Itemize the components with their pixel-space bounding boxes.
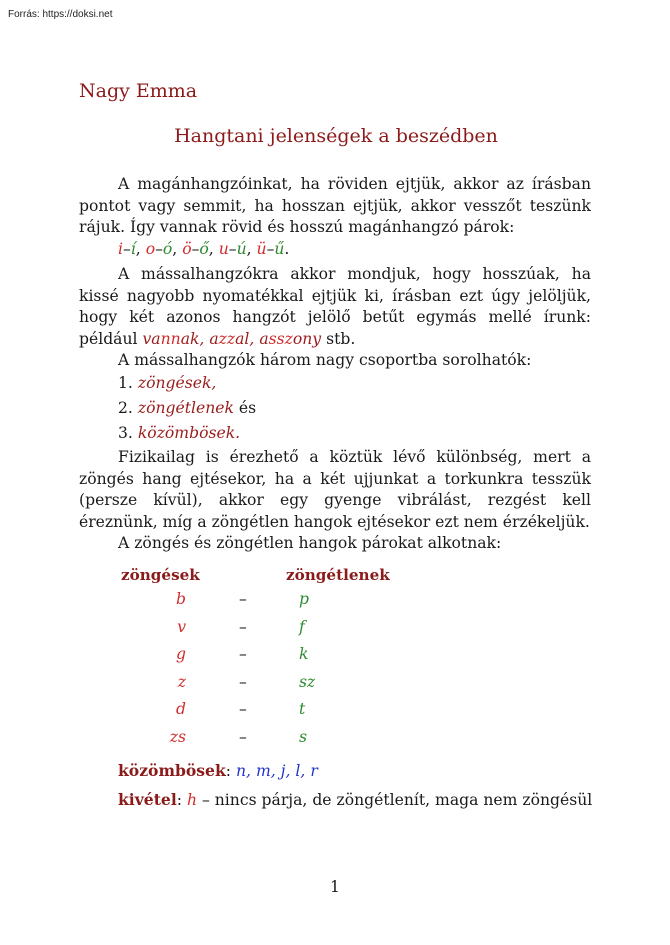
- voiced-consonant: b: [176, 590, 186, 608]
- voiceless-consonant: p: [299, 590, 309, 608]
- vowel-long: í: [130, 240, 136, 258]
- pair-dash: –: [239, 645, 247, 664]
- document-title: [0, 125, 670, 147]
- paragraph-vowels: A magánhangzóinkat, ha röviden ejtjük, akkor az írásban pontot vagy semmit, ha hosszan ejtjük, akkor vesszőt teszünk rájuk. Így vannak rövid és hosszú magánhangzó párok:: [79, 175, 591, 237]
- vowel-dash: –: [155, 240, 163, 258]
- list-number: 1.: [118, 374, 133, 392]
- voiced-consonant: g: [176, 645, 186, 664]
- pair-dash: –: [239, 590, 247, 608]
- long-consonants-text: A mássalhangzókra akkor mondjuk, hogy hosszúak, ha kissé nagyobb nyomatékkal ejtjük ki, írásban ezt úgy jelöljük, hogy két azonos hangzót jelölő betűt egymás mellé írunk: például: [79, 265, 591, 348]
- title-text: Hangtani jelenségek a beszédben: [174, 125, 498, 147]
- example-part: a: [259, 329, 269, 348]
- paragraph-long-consonants: [79, 264, 591, 350]
- neutral-line: [118, 761, 318, 780]
- neutral-label: közömbösek: [118, 761, 226, 780]
- page-number: 1: [330, 878, 340, 896]
- vowel-dash: –: [123, 240, 131, 258]
- vowel-pairs-line: [118, 239, 588, 261]
- pair-dash: –: [239, 672, 247, 691]
- group-suffix: és: [238, 399, 257, 417]
- group-label: zöngétlenek: [137, 399, 234, 417]
- table-header-voiced: zöngések: [121, 566, 200, 584]
- list-item: [118, 399, 256, 417]
- separator: :: [225, 762, 232, 780]
- voiceless-consonant: sz: [299, 672, 316, 691]
- vowel-short: ö: [182, 240, 192, 258]
- vowel-dash: –: [191, 240, 200, 258]
- voiced-consonant: d: [176, 700, 186, 719]
- source-note: Forrás: https://doksi.net: [8, 9, 113, 20]
- list-number: 3.: [118, 424, 133, 442]
- voiced-consonant: z: [177, 672, 186, 691]
- pair-dash: –: [239, 728, 247, 746]
- example-part: va: [142, 329, 161, 348]
- vowel-dash: –: [266, 240, 275, 258]
- vowel-short: i: [118, 240, 123, 258]
- example-doubled: nn: [160, 329, 181, 348]
- vowel-long: ú: [236, 240, 247, 258]
- voiced-consonant: v: [177, 617, 186, 636]
- example-tail: stb.: [326, 329, 356, 348]
- vowel-separator: .: [284, 240, 290, 258]
- example-doubled: zz: [218, 329, 236, 348]
- vowel-dash: –: [228, 240, 237, 258]
- voiced-consonant: zs: [169, 728, 186, 746]
- separator: :: [176, 791, 183, 809]
- list-item: [118, 374, 216, 392]
- paragraph-pairs-intro: A zöngés és zöngétlen hangok párokat alkotnak:: [118, 534, 502, 552]
- list-number: 2.: [118, 399, 133, 417]
- example-part: ak,: [180, 329, 205, 348]
- pair-dash: –: [239, 617, 247, 636]
- vowel-separator: ,: [246, 240, 257, 258]
- vowel-short: u: [218, 240, 229, 258]
- vowel-long: ó: [162, 240, 173, 258]
- vowel-separator: ,: [208, 240, 219, 258]
- group-label: zöngések,: [137, 374, 217, 392]
- voiceless-consonant: k: [299, 645, 309, 664]
- vowel-separator: ,: [135, 240, 146, 258]
- example-part: a: [209, 329, 219, 348]
- author-name: Nagy Emma: [79, 80, 198, 102]
- vowel-separator: ,: [172, 240, 183, 258]
- exception-label: kivétel: [118, 790, 177, 809]
- paragraph-physical: Fizikailag is érezhető a köztük lévő különbség, mert a zöngés hang ejtésekor, ha a két ujjunkat a torkunkra tesszük (persze kívül), akkor egy gyenge vibrálást, rezgést kell éreznünk, míg a zöngétlen hangok ejtésekor ezt nem érzékeljük.: [79, 448, 591, 531]
- exception-text: – nincs párja, de zöngétlenít, maga nem zöngésül: [202, 791, 593, 809]
- paragraph-groups-intro: A mássalhangzók három nagy csoportba sorolhatók:: [118, 351, 532, 369]
- vowel-long: ő: [199, 240, 209, 258]
- vowel-pairs: [118, 240, 289, 258]
- table-header-voiceless: zöngétlenek: [286, 566, 390, 584]
- group-label: közömbösek.: [137, 424, 241, 442]
- voiceless-consonant: f: [299, 617, 305, 636]
- example-doubled: ssz: [268, 329, 293, 348]
- vowel-short: o: [145, 240, 156, 258]
- pair-dash: –: [239, 700, 247, 719]
- example-part: ony: [292, 329, 322, 348]
- voiceless-consonant: s: [299, 728, 308, 746]
- example-part: al,: [235, 329, 255, 348]
- vowel-short: ü: [256, 240, 267, 258]
- vowel-long: ű: [274, 240, 285, 258]
- neutral-letters: n, m, j, l, r: [236, 762, 318, 780]
- exception-line: [118, 790, 592, 809]
- exception-letter: h: [187, 791, 198, 809]
- list-item: [118, 424, 240, 442]
- voiceless-consonant: t: [299, 700, 306, 719]
